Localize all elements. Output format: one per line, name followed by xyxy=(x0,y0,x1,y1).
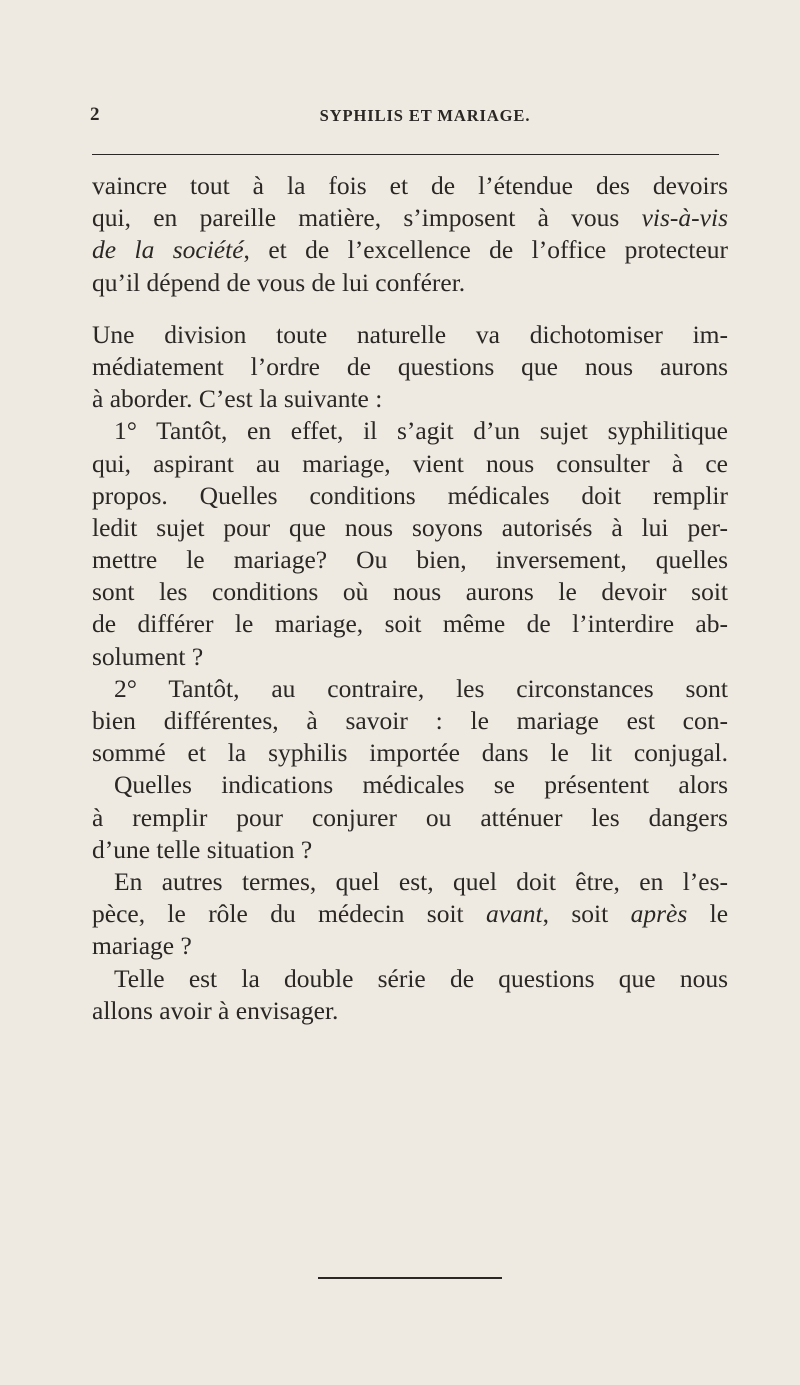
text-line: sommé et la syphilis importée dans le lit conjugal. xyxy=(92,738,728,768)
end-rule xyxy=(318,1277,502,1279)
text-line: allons avoir à envisager. xyxy=(92,995,339,1025)
text-line: qui, en pareille matière, s’imposent à vous vis-à-vis xyxy=(92,203,728,233)
text-line: propos. Quelles conditions médicales doit remplir xyxy=(92,480,728,510)
text-line: bien différentes, à savoir : le mariage est con- xyxy=(92,706,728,735)
italic-text: après xyxy=(630,899,688,929)
text-line: à aborder. C’est la suivante : xyxy=(92,384,383,414)
text-line: qui, aspirant au mariage, vient nous consulter à ce xyxy=(92,448,728,478)
text-line: Telle est la double série de questions que nous xyxy=(114,963,728,993)
text-line: 2° Tantôt, au contraire, les circonstances sont xyxy=(114,673,728,703)
text-line: 1° Tantôt, en effet, il s’agit d’un sujet syphilitique xyxy=(114,416,728,446)
text-line: de la société, et de l’excellence de l’office protecteur xyxy=(92,235,728,265)
text-line: de différer le mariage, soit même de l’interdire ab- xyxy=(92,609,728,639)
page-number: 2 xyxy=(90,104,100,125)
running-title: SYPHILIS ET MARIAGE. xyxy=(319,106,531,125)
text-line: En autres termes, quel est, quel doit être, en l’es- xyxy=(114,866,728,896)
text-line: ledit sujet pour que nous soyons autorisés à lui per- xyxy=(92,512,728,542)
italic-text: avant xyxy=(485,899,543,929)
text-line: Une division toute naturelle va dichotomiser im- xyxy=(92,319,728,349)
italic-text: de la société xyxy=(92,235,244,265)
header-rule xyxy=(92,154,719,155)
italic-text: vis-à-vis xyxy=(641,203,728,233)
text-line: médiatement l’ordre de questions que nous aurons xyxy=(92,351,728,381)
text-line: d’une telle situation ? xyxy=(92,834,313,864)
text-line: vaincre tout à la fois et de l’étendue des devoirs xyxy=(92,171,728,200)
text-line: Quelles indications médicales se présentent alors xyxy=(114,770,728,800)
text-line: mettre le mariage? Ou bien, inversement, quelles xyxy=(92,545,728,575)
text-line: qu’il dépend de vous de lui conférer. xyxy=(92,267,466,297)
text-line: sont les conditions où nous aurons le devoir soit xyxy=(92,577,728,607)
text-line: pèce, le rôle du médecin soit avant, soit après le xyxy=(92,899,729,929)
text-line: à remplir pour conjurer ou atténuer les dangers xyxy=(92,802,728,832)
text-line: mariage ? xyxy=(92,931,192,961)
text-line: solument ? xyxy=(92,641,204,671)
running-head xyxy=(90,104,720,128)
body-text xyxy=(92,170,728,1027)
